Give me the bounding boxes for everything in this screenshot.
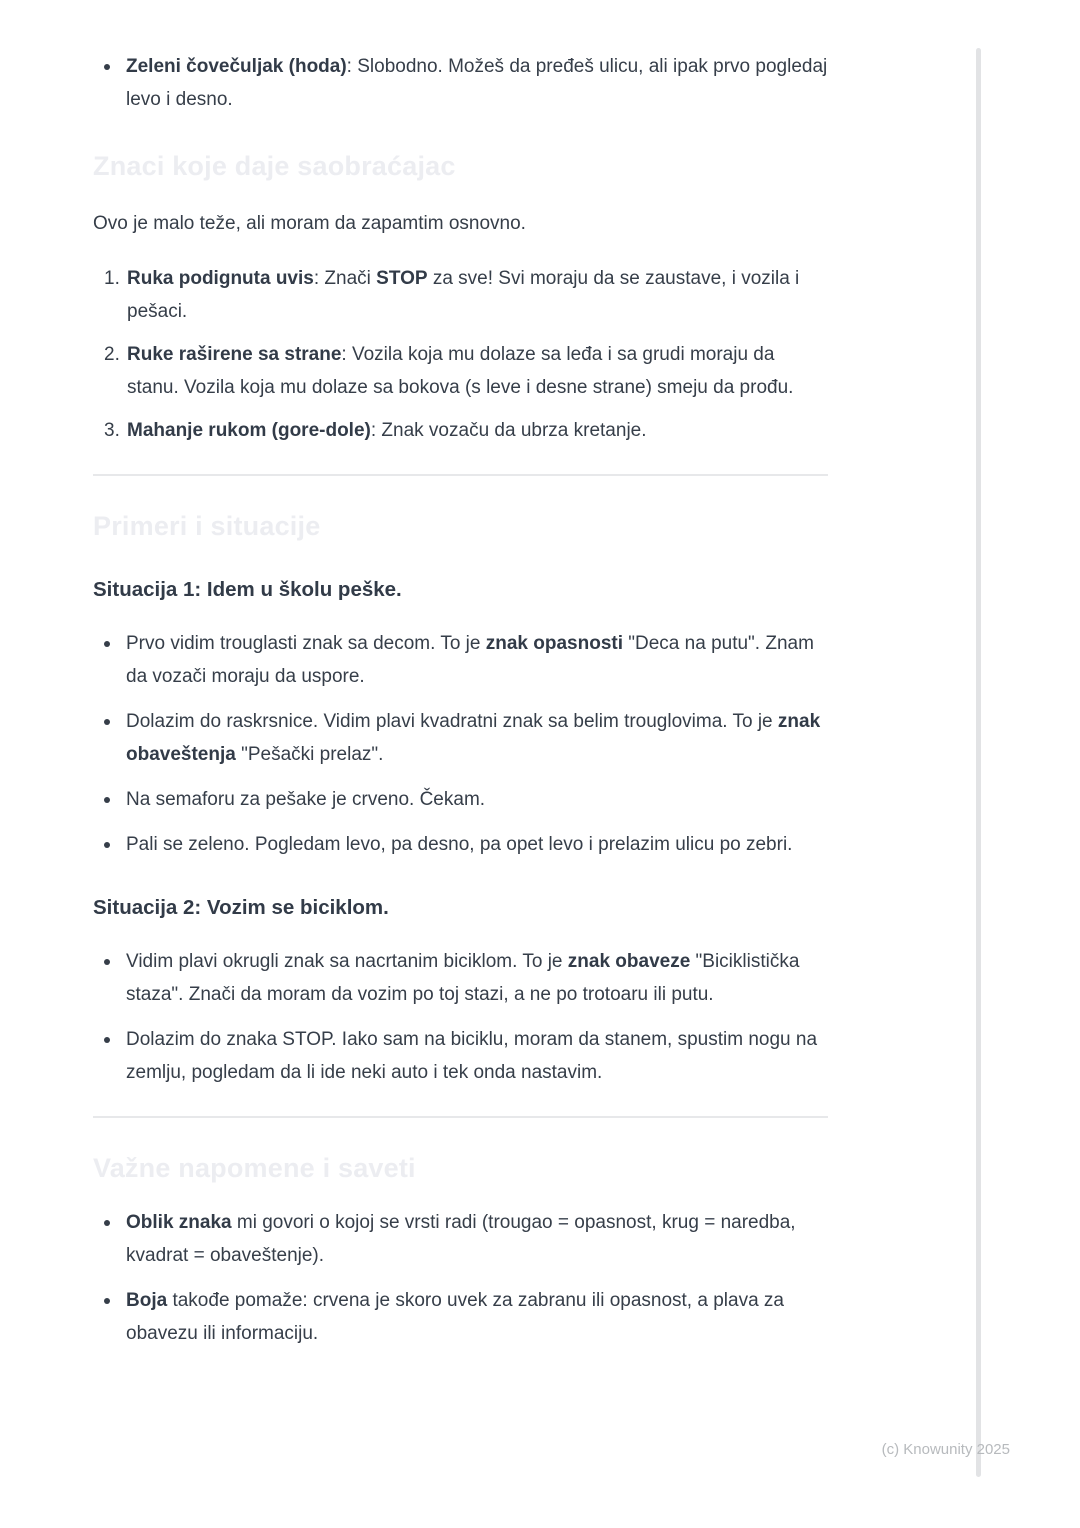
text-run: takođe pomaže: crvena je skoro uvek za zabranu ili opasnost, a plava za obavezu ili informaciju. xyxy=(126,1290,784,1344)
bold-text-run: znak opasnosti xyxy=(485,633,623,654)
list-item xyxy=(93,1023,828,1089)
section-heading-faded: Važne napomene i saveti xyxy=(93,1153,416,1183)
list-item xyxy=(93,50,828,116)
list-item xyxy=(93,1206,828,1272)
bullet-list xyxy=(93,50,828,116)
text-run: Na semaforu za pešake je crveno. Čekam. xyxy=(126,789,486,810)
list-item xyxy=(93,262,828,328)
text-run: Vidim plavi okrugli znak sa nacrtanim biciklom. To je xyxy=(126,951,568,972)
text-run: : Znak vozaču da ubrza kretanje. xyxy=(370,420,647,441)
bold-text-run: znak obaveštenja xyxy=(126,711,821,765)
numbered-list xyxy=(93,262,828,447)
text-run: : Vozila koja mu dolaze sa leđa i sa grudi moraju da stanu. Vozila koja mu dolaze sa bokova (s leve i desne strane) smeju da prođu. xyxy=(127,344,794,398)
text-run: "Pešački prelaz". xyxy=(235,744,384,765)
list-item xyxy=(93,338,828,404)
list-item xyxy=(93,1284,828,1350)
paragraph: Ovo je malo teže, ali moram da zapamtim osnovno. xyxy=(93,213,526,234)
list-item xyxy=(93,627,828,693)
list-item xyxy=(93,783,828,816)
bullet-list xyxy=(93,627,828,861)
scrollbar-track[interactable] xyxy=(976,48,981,1477)
bullet-list xyxy=(93,945,828,1089)
section-heading-faded: Primeri i situacije xyxy=(93,511,321,541)
text-run: "Deca na putu". Znam da vozači moraju da uspore. xyxy=(126,633,814,687)
bold-text-run: Zeleni čovečuljak (hoda) xyxy=(126,56,347,77)
note-content xyxy=(93,50,828,1350)
text-run: : Slobodno. Možeš da pređeš ulicu, ali ipak prvo pogledaj levo i desno. xyxy=(126,56,828,110)
subsection-heading: Situacija 2: Vozim se biciklom. xyxy=(93,896,389,919)
text-run: "Biciklistička staza". Znači da moram da vozim po toj stazi, a ne po trotoaru ili putu. xyxy=(126,951,800,1005)
bold-text-run: STOP xyxy=(376,268,428,289)
list-item xyxy=(93,705,828,771)
text-run: Dolazim do raskrsnice. Vidim plavi kvadratni znak sa belim trouglovima. To je xyxy=(126,711,778,732)
bold-text-run: znak obaveze xyxy=(567,951,691,972)
list-item xyxy=(93,828,828,861)
copyright-watermark: (c) Knowunity 2025 xyxy=(881,1441,1010,1458)
bold-text-run: Oblik znaka xyxy=(126,1212,232,1233)
divider xyxy=(93,474,828,476)
bold-text-run: Mahanje rukom (gore-dole) xyxy=(127,420,371,441)
bold-text-run: Boja xyxy=(126,1290,168,1311)
subsection-heading: Situacija 1: Idem u školu peške. xyxy=(93,578,402,601)
divider xyxy=(93,1116,828,1118)
bold-text-run: Ruka podignuta uvis xyxy=(127,268,314,289)
bold-text-run: Ruke raširene sa strane xyxy=(127,344,342,365)
section-heading-faded: Znaci koje daje saobraćajac xyxy=(93,151,456,181)
list-item xyxy=(93,414,828,447)
text-run: : Znači xyxy=(313,268,377,289)
text-run: za sve! Svi moraju da se zaustave, i vozila i pešaci. xyxy=(127,268,800,322)
text-run: Pali se zeleno. Pogledam levo, pa desno, pa opet levo i prelazim ulicu po zebri. xyxy=(126,834,793,855)
bullet-list xyxy=(93,1206,828,1350)
text-run: Dolazim do znaka STOP. Iako sam na biciklu, moram da stanem, spustim nogu na zemlju, pogledam da li ide neki auto i tek onda nastavim. xyxy=(126,1029,818,1083)
list-item xyxy=(93,945,828,1011)
text-run: Prvo vidim trouglasti znak sa decom. To je xyxy=(126,633,486,654)
text-run: mi govori o kojoj se vrsti radi (trougao = opasnost, krug = naredba, kvadrat = obaveštenje). xyxy=(126,1212,796,1266)
